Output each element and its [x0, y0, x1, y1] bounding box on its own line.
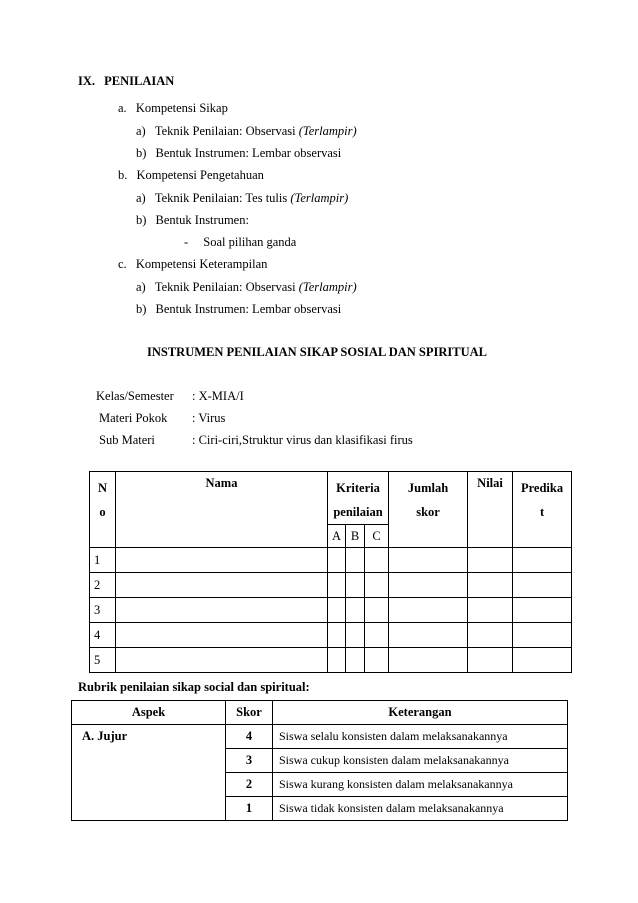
item-b-sub-2: b) Bentuk Instrumen: [136, 213, 249, 227]
row-number: 4 [90, 623, 116, 648]
section-number: IX. [78, 74, 96, 88]
item-a [118, 101, 228, 116]
header-jumlah: Jumlah skor [389, 472, 468, 548]
skor-cell: 2 [226, 773, 273, 797]
header-nama: Nama [116, 472, 328, 548]
instrument-title: INSTRUMEN PENILAIAN SIKAP SOSIAL DAN SPIRITUAL [147, 345, 488, 359]
rubric-table [71, 700, 568, 821]
item-b-bullet: - Soal pilihan ganda [184, 235, 297, 249]
subheader-a: A [328, 525, 346, 548]
aspek-jujur: A. Jujur [72, 725, 226, 821]
header-predikat: Predika t [513, 472, 572, 548]
row-number: 2 [90, 573, 116, 598]
keterangan-cell: Siswa selalu konsisten dalam melaksanakannya [273, 725, 568, 749]
keterangan-cell: Siswa cukup konsisten dalam melaksanakannya [273, 749, 568, 773]
item-c [118, 257, 267, 272]
info-sub-value: : Ciri-ciri,Struktur virus dan klasifikasi firus [192, 433, 413, 447]
header-skor: Skor [226, 701, 273, 725]
item-b [118, 168, 264, 183]
item-b-letter: b. [118, 168, 128, 182]
section-title: PENILAIAN [104, 74, 175, 88]
header-kriteria: Kriteria penilaian [328, 472, 389, 525]
header-aspek: Aspek [72, 701, 226, 725]
row-number: 5 [90, 648, 116, 673]
keterangan-cell: Siswa kurang konsisten dalam melaksanakannya [273, 773, 568, 797]
header-nilai: Nilai [468, 472, 513, 548]
table-row [90, 598, 572, 623]
row-number: 1 [90, 548, 116, 573]
header-no: N o [90, 472, 116, 548]
rubric-title: Rubrik penilaian sikap social dan spiritual: [78, 680, 310, 694]
skor-cell: 4 [226, 725, 273, 749]
info-kelas-value: : X-MIA/I [192, 389, 244, 403]
item-a-sub-1: a) Teknik Penilaian: Observasi (Terlampir) [136, 124, 357, 138]
item-a-label: Kompetensi Sikap [135, 101, 228, 115]
section-heading [78, 74, 174, 89]
item-c-sub-1: a) Teknik Penilaian: Observasi (Terlampir) [136, 280, 357, 294]
keterangan-cell: Siswa tidak konsisten dalam melaksanakannya [273, 797, 568, 821]
subheader-c: C [365, 525, 389, 548]
subheader-b: B [346, 525, 365, 548]
info-materi-label: Materi Pokok [99, 411, 168, 425]
skor-cell: 3 [226, 749, 273, 773]
item-c-label: Kompetensi Keterampilan [135, 257, 268, 271]
skor-cell: 1 [226, 797, 273, 821]
item-b-sub-1: a) Teknik Penilaian: Tes tulis (Terlampir) [136, 191, 349, 205]
item-c-sub-2: b) Bentuk Instrumen: Lembar observasi [136, 302, 342, 316]
table-row [72, 725, 568, 749]
table-row [90, 573, 572, 598]
item-b-label: Kompetensi Pengetahuan [136, 168, 264, 182]
table-row [90, 648, 572, 673]
table-row [90, 548, 572, 573]
row-number: 3 [90, 598, 116, 623]
header-keterangan: Keterangan [273, 701, 568, 725]
assessment-table [89, 471, 572, 673]
info-sub-label: Sub Materi [99, 433, 155, 447]
info-kelas-label: Kelas/Semester [96, 389, 174, 403]
table-row [90, 623, 572, 648]
item-a-sub-2: b) Bentuk Instrumen: Lembar observasi [136, 146, 342, 160]
item-c-letter: c. [118, 257, 127, 271]
info-materi-value: : Virus [192, 411, 226, 425]
item-a-letter: a. [118, 101, 127, 115]
